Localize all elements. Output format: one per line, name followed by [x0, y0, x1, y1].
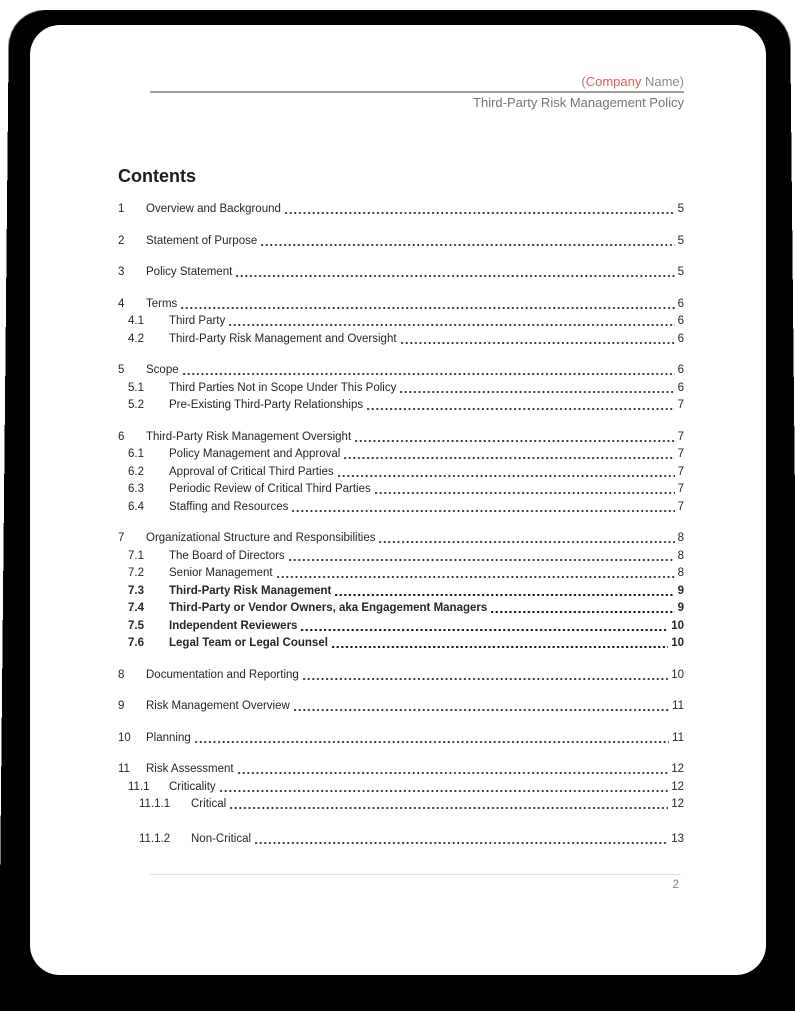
- toc-entry-page: 6: [677, 364, 684, 376]
- toc-entry-number: 2: [118, 234, 125, 247]
- toc-entry-number: 6: [118, 430, 125, 443]
- toc-entry[interactable]: [118, 831, 684, 849]
- toc-entry-label: Periodic Review of Critical Third Parties: [169, 483, 371, 495]
- toc-entry-label: Senior Management: [169, 567, 273, 579]
- toc-entry-number: 7.2: [128, 567, 144, 579]
- toc-entry-number: 6.2: [128, 465, 144, 478]
- toc-entry-number: 11.1.2: [139, 832, 171, 845]
- dot-leader: [491, 611, 674, 613]
- toc-entry-number: 11: [118, 763, 130, 775]
- toc-entry[interactable]: [118, 201, 684, 219]
- toc-entry-page: 6: [677, 332, 684, 345]
- toc-entry[interactable]: [118, 362, 684, 380]
- toc-entry-label: Overview and Background: [146, 203, 281, 215]
- toc-entry[interactable]: [118, 583, 684, 601]
- toc-entry-page: 6: [677, 315, 684, 327]
- toc-entry-number: 7.3: [128, 584, 144, 597]
- toc-entry-page: 8: [677, 549, 684, 562]
- dot-leader: [294, 709, 669, 711]
- toc-entry-number: 8: [118, 668, 125, 681]
- toc-entry-page: 12: [671, 780, 684, 793]
- toc-entry[interactable]: [118, 761, 684, 779]
- toc-entry-label: Third-Party Risk Management: [169, 584, 332, 597]
- footer-rule: [150, 874, 681, 875]
- toc-entry-number: 1: [118, 203, 125, 215]
- toc-entry-number: 5: [118, 364, 125, 376]
- toc-entry[interactable]: [118, 499, 684, 517]
- toc-entry-page: 11: [672, 731, 684, 744]
- toc-entry[interactable]: [118, 397, 684, 415]
- toc-entry-page: 9: [677, 584, 684, 597]
- toc-entry-label: Third Party: [169, 315, 226, 327]
- toc-entry-number: 7.5: [128, 619, 144, 632]
- page-header: [118, 74, 684, 111]
- toc-entry-number: 11.1.1: [139, 798, 171, 810]
- toc-entry-number: 4: [118, 297, 125, 310]
- toc-entry-number: 7.4: [128, 602, 144, 614]
- dot-leader: [277, 576, 675, 578]
- dot-leader: [400, 391, 674, 393]
- toc-entry-page: 6: [677, 381, 684, 394]
- toc-entry-label: Risk Assessment: [146, 763, 234, 775]
- toc-entry[interactable]: [118, 779, 684, 797]
- toc-entry-number: 6.1: [128, 448, 144, 460]
- toc-entry-label: Planning: [146, 731, 191, 744]
- dot-leader: [181, 307, 674, 309]
- dot-leader: [303, 678, 668, 680]
- company-name-prefix: (: [581, 74, 586, 89]
- toc-entry-label: Terms: [146, 297, 178, 310]
- toc-entry-page: 7: [677, 500, 684, 513]
- dot-leader: [229, 324, 674, 326]
- toc-entry[interactable]: [118, 548, 684, 566]
- toc-entry-label: Third-Party Risk Management Oversight: [146, 430, 352, 443]
- dot-leader: [379, 541, 674, 543]
- toc-entry-page: 5: [677, 266, 684, 278]
- toc-entry-label: Risk Management Overview: [146, 700, 290, 712]
- toc-entry-label: Independent Reviewers: [169, 619, 298, 632]
- toc-entry-page: 7: [677, 430, 684, 443]
- dot-leader: [255, 842, 668, 844]
- toc-entry-label: Organizational Structure and Responsibilities: [146, 532, 376, 544]
- dot-leader: [375, 492, 675, 494]
- toc-entry-label: Documentation and Reporting: [146, 668, 299, 681]
- dot-leader: [230, 807, 668, 809]
- company-name-highlight: Company: [585, 74, 642, 89]
- dot-leader: [285, 212, 675, 214]
- toc-entry-label: Staffing and Resources: [169, 500, 289, 513]
- toc-entry-number: 5.1: [128, 381, 144, 394]
- toc-entry-label: Criticality: [169, 780, 216, 793]
- toc-entry-label: Policy Statement: [146, 266, 233, 278]
- document-title-header: Third-Party Risk Management Policy: [473, 95, 684, 110]
- dot-leader: [301, 629, 668, 631]
- toc-entry-number: 4.2: [128, 332, 144, 345]
- dot-leader: [355, 440, 674, 442]
- company-name-suffix: Name): [641, 74, 684, 89]
- toc-entry-page: 9: [677, 602, 684, 614]
- toc-entry-number: 7: [118, 532, 125, 544]
- dot-leader: [236, 275, 674, 277]
- dot-leader: [335, 594, 674, 596]
- toc-entry[interactable]: [118, 635, 684, 653]
- toc-entry[interactable]: [118, 530, 684, 548]
- dot-leader: [261, 244, 674, 246]
- dot-leader: [195, 741, 669, 743]
- toc-entry[interactable]: [118, 380, 684, 398]
- toc-entry-label: Pre-Existing Third-Party Relationships: [169, 399, 364, 411]
- toc-entry[interactable]: [118, 464, 684, 482]
- toc-entry-number: 11.1: [128, 780, 150, 793]
- toc-entry-label: The Board of Directors: [169, 549, 285, 562]
- toc-entry-number: 10: [118, 731, 131, 744]
- toc-entry-label: Policy Management and Approval: [169, 448, 341, 460]
- toc-entry-number: 6.4: [128, 500, 144, 513]
- toc-entry-label: Third Parties Not in Scope Under This Policy: [169, 381, 397, 394]
- page-footer: [150, 874, 681, 892]
- toc-entry-number: 7.1: [128, 549, 144, 562]
- contents-heading: Contents: [118, 166, 196, 186]
- toc-entry-page: 11: [672, 700, 684, 712]
- dot-leader: [238, 772, 669, 774]
- toc-entry-page: 7: [677, 483, 684, 495]
- toc-entry[interactable]: [118, 600, 684, 618]
- toc-entry[interactable]: [118, 796, 684, 814]
- toc-entry-number: 6.3: [128, 483, 144, 495]
- toc-entry[interactable]: [118, 233, 684, 251]
- toc-entry-page: 5: [677, 203, 684, 215]
- toc-entry-page: 8: [677, 532, 684, 544]
- dot-leader: [332, 646, 668, 648]
- toc-entry-label: Scope: [146, 364, 179, 376]
- toc-entry-page: 8: [677, 567, 684, 579]
- toc-entry-label: Statement of Purpose: [146, 234, 258, 247]
- toc-entry-number: 5.2: [128, 399, 144, 411]
- toc-entry[interactable]: [118, 446, 684, 464]
- dot-leader: [292, 510, 674, 512]
- dot-leader: [367, 408, 675, 410]
- toc-entry[interactable]: [118, 313, 684, 331]
- toc-entry-number: 9: [118, 700, 125, 712]
- dot-leader: [344, 457, 674, 459]
- dot-leader: [183, 373, 675, 375]
- toc-entry[interactable]: [118, 296, 684, 314]
- toc-entry[interactable]: [118, 667, 684, 685]
- toc-entry-page: 12: [671, 798, 684, 810]
- toc-entry-number: 7.6: [128, 637, 144, 649]
- company-name-line: [150, 74, 684, 93]
- toc-entry-page: 10: [671, 668, 684, 681]
- toc-entry[interactable]: [118, 331, 684, 349]
- dot-leader: [220, 790, 669, 792]
- toc-entry-page: 10: [671, 637, 684, 649]
- toc-entry-label: Non-Critical: [191, 832, 252, 845]
- toc-entry-page: 12: [671, 763, 684, 775]
- toc-entry[interactable]: [118, 565, 684, 583]
- toc-entry-page: 10: [671, 619, 684, 632]
- toc-entry-label: Legal Team or Legal Counsel: [169, 637, 328, 649]
- toc-entry-number: 4.1: [128, 315, 144, 327]
- toc-entry-page: 7: [677, 448, 684, 460]
- toc-entry-label: Approval of Critical Third Parties: [169, 465, 334, 478]
- toc-entry-label: Third-Party Risk Management and Oversight: [169, 332, 397, 345]
- toc-entry-page: 5: [677, 234, 684, 247]
- table-of-contents: [118, 201, 684, 848]
- dot-leader: [289, 559, 675, 561]
- dot-leader: [401, 342, 675, 344]
- toc-entry[interactable]: [118, 618, 684, 636]
- toc-entry-page: 7: [677, 399, 684, 411]
- toc-entry-label: Third-Party or Vendor Owners, aka Engagement Managers: [169, 602, 488, 614]
- toc-entry-number: 3: [118, 266, 125, 278]
- toc-entry[interactable]: [118, 730, 684, 748]
- toc-entry-label: Critical: [191, 798, 227, 810]
- toc-entry-page: 13: [671, 832, 684, 845]
- document-page: [30, 25, 766, 975]
- toc-entry-page: 6: [677, 297, 684, 310]
- toc-entry[interactable]: [118, 481, 684, 499]
- toc-entry[interactable]: [118, 698, 684, 716]
- page-number: 2: [672, 879, 679, 891]
- toc-entry-page: 7: [677, 465, 684, 478]
- toc-entry[interactable]: [118, 264, 684, 282]
- toc-entry[interactable]: [118, 429, 684, 447]
- dot-leader: [338, 475, 675, 477]
